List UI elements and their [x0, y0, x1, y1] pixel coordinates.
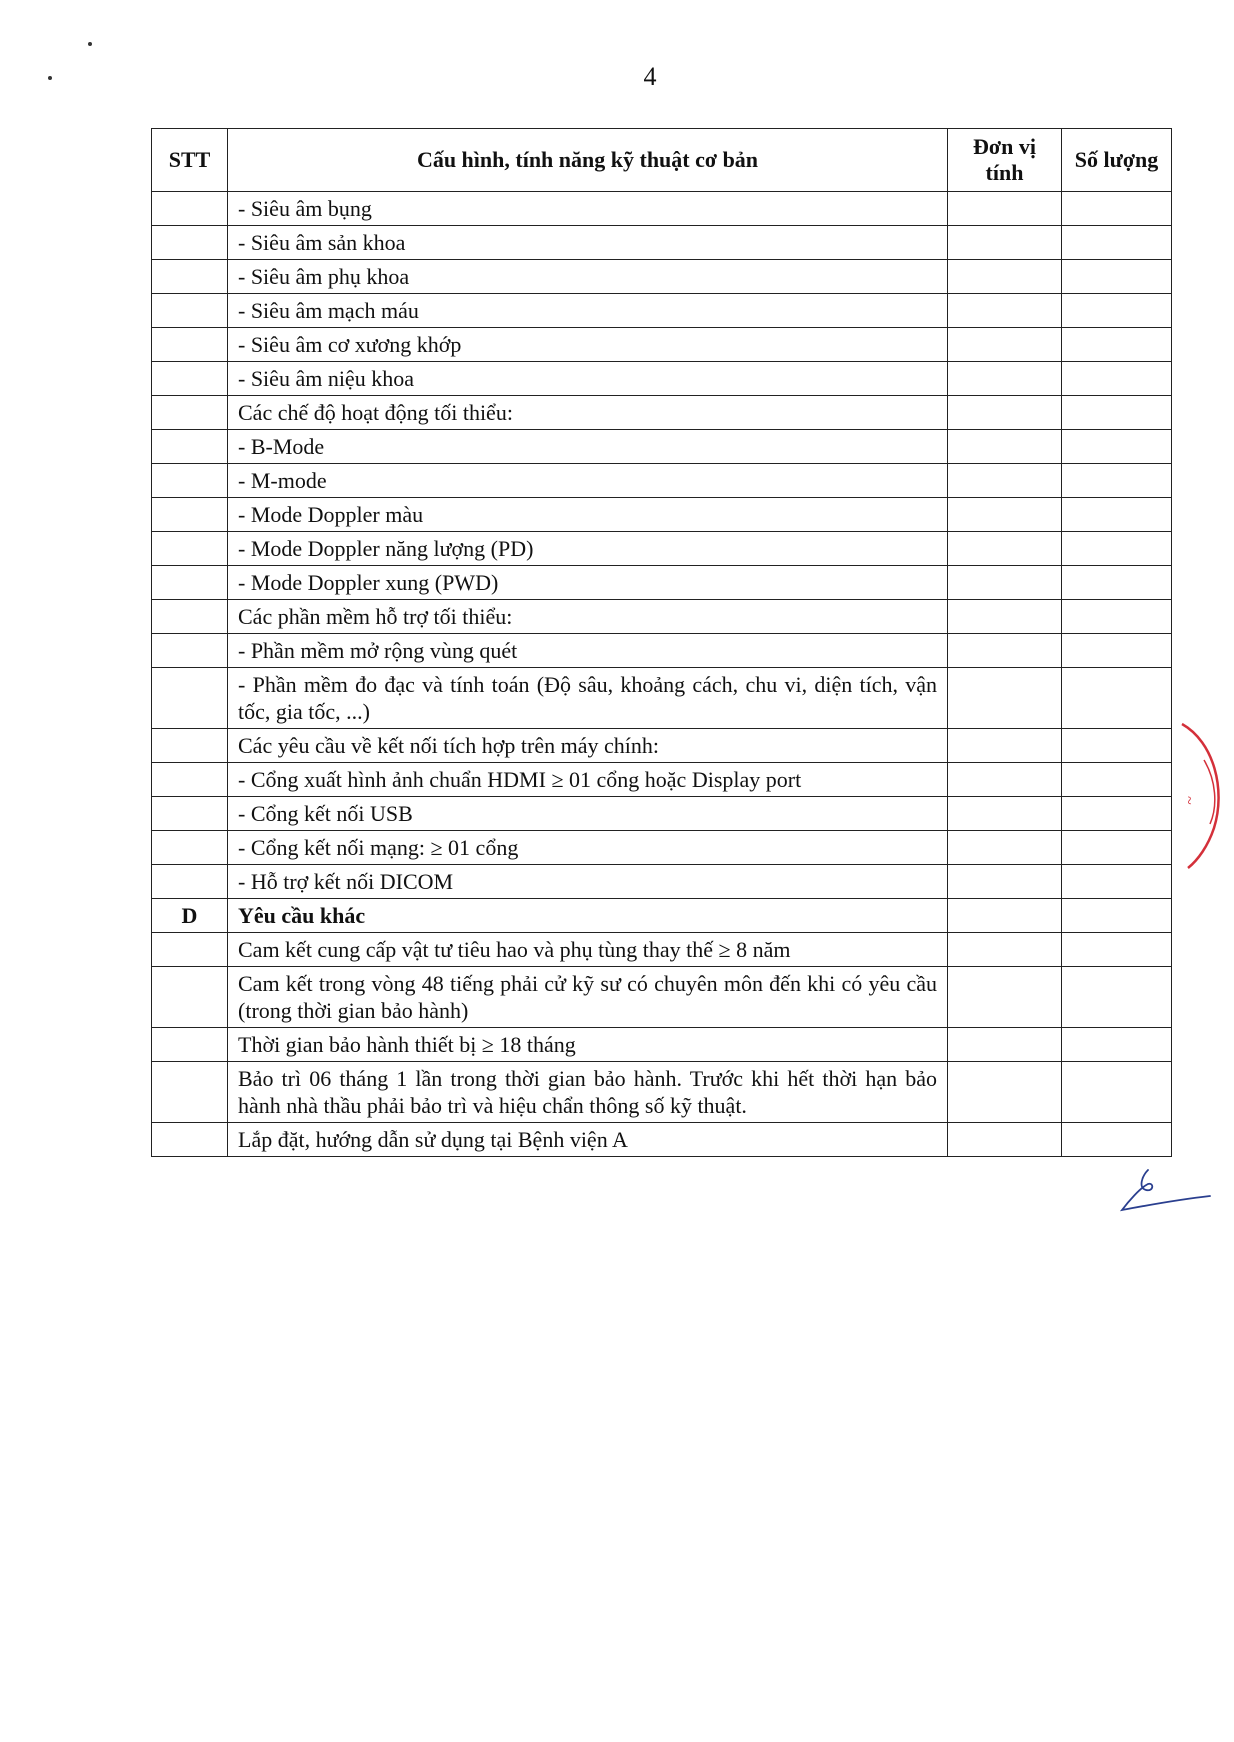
- table-row: [152, 634, 1172, 668]
- table-row: [152, 831, 1172, 865]
- table-row: [152, 328, 1172, 362]
- row-description: - Mode Doppler năng lượng (PD): [228, 532, 948, 566]
- row-description: Lắp đặt, hướng dẫn sử dụng tại Bệnh viện A: [228, 1123, 948, 1157]
- row-quantity: [1062, 933, 1172, 967]
- row-quantity: [1062, 532, 1172, 566]
- row-description: Cam kết cung cấp vật tư tiêu hao và phụ tùng thay thế ≥ 8 năm: [228, 933, 948, 967]
- row-quantity: [1062, 899, 1172, 933]
- row-stt: [152, 498, 228, 532]
- row-quantity: [1062, 396, 1172, 430]
- table-row: [152, 797, 1172, 831]
- row-unit: [948, 668, 1062, 729]
- row-unit: [948, 566, 1062, 600]
- row-description: Các chế độ hoạt động tối thiểu:: [228, 396, 948, 430]
- row-quantity: [1062, 464, 1172, 498]
- row-quantity: [1062, 763, 1172, 797]
- row-unit: [948, 865, 1062, 899]
- row-stt: [152, 600, 228, 634]
- table-row: [152, 192, 1172, 226]
- table-row: [152, 430, 1172, 464]
- row-unit: [948, 729, 1062, 763]
- row-stt: [152, 328, 228, 362]
- header-quantity: Số lượng: [1062, 129, 1172, 192]
- stamp-arc-inner: [1204, 760, 1215, 824]
- row-description: - Siêu âm niệu khoa: [228, 362, 948, 396]
- header-unit: Đơn vị tính: [948, 129, 1062, 192]
- row-quantity: [1062, 729, 1172, 763]
- row-stt: [152, 933, 228, 967]
- row-stt: [152, 797, 228, 831]
- row-unit: [948, 226, 1062, 260]
- row-description: - Mode Doppler màu: [228, 498, 948, 532]
- table-row: [152, 763, 1172, 797]
- table-row: [152, 600, 1172, 634]
- row-stt: [152, 260, 228, 294]
- row-quantity: [1062, 226, 1172, 260]
- row-quantity: [1062, 600, 1172, 634]
- row-quantity: [1062, 668, 1172, 729]
- row-description: Cam kết trong vòng 48 tiếng phải cử kỹ sư có chuyên môn đến khi có yêu cầu (trong thời gian bảo hành): [228, 967, 948, 1028]
- row-quantity: [1062, 1028, 1172, 1062]
- row-unit: [948, 600, 1062, 634]
- row-quantity: [1062, 430, 1172, 464]
- row-stt: [152, 967, 228, 1028]
- row-quantity: [1062, 831, 1172, 865]
- row-unit: [948, 1062, 1062, 1123]
- section-stt: D: [152, 899, 228, 933]
- table-row: [152, 1062, 1172, 1123]
- row-stt: [152, 865, 228, 899]
- table-row: [152, 226, 1172, 260]
- header-description: Cấu hình, tính năng kỹ thuật cơ bản: [228, 129, 948, 192]
- row-description: - Siêu âm mạch máu: [228, 294, 948, 328]
- row-unit: [948, 192, 1062, 226]
- stamp-glyph: ~: [1180, 796, 1197, 805]
- row-unit: [948, 967, 1062, 1028]
- row-unit: [948, 1123, 1062, 1157]
- page-number: 4: [643, 62, 657, 91]
- row-unit: [948, 763, 1062, 797]
- row-quantity: [1062, 294, 1172, 328]
- row-stt: [152, 729, 228, 763]
- row-description: - Mode Doppler xung (PWD): [228, 566, 948, 600]
- table-row: [152, 294, 1172, 328]
- row-stt: [152, 831, 228, 865]
- specification-table: [151, 128, 1172, 1157]
- row-description: - Siêu âm cơ xương khớp: [228, 328, 948, 362]
- table-row: [152, 464, 1172, 498]
- table-row: [152, 1028, 1172, 1062]
- table-row: [152, 668, 1172, 729]
- row-quantity: [1062, 260, 1172, 294]
- row-quantity: [1062, 634, 1172, 668]
- row-quantity: [1062, 865, 1172, 899]
- row-description: Thời gian bảo hành thiết bị ≥ 18 tháng: [228, 1028, 948, 1062]
- row-description: - Siêu âm phụ khoa: [228, 260, 948, 294]
- row-description: - Siêu âm bụng: [228, 192, 948, 226]
- section-title: Yêu cầu khác: [228, 899, 948, 933]
- row-description: - B-Mode: [228, 430, 948, 464]
- row-unit: [948, 532, 1062, 566]
- row-description: - Siêu âm sản khoa: [228, 226, 948, 260]
- table-row: [152, 532, 1172, 566]
- row-unit: [948, 498, 1062, 532]
- row-unit: [948, 294, 1062, 328]
- table-row: [152, 967, 1172, 1028]
- row-description: - Cổng xuất hình ảnh chuẩn HDMI ≥ 01 cổng hoặc Display port: [228, 763, 948, 797]
- row-description: Các yêu cầu về kết nối tích hợp trên máy chính:: [228, 729, 948, 763]
- row-quantity: [1062, 566, 1172, 600]
- row-unit: [948, 933, 1062, 967]
- table-row: [152, 498, 1172, 532]
- row-unit: [948, 430, 1062, 464]
- section-row: [152, 899, 1172, 933]
- table-row: [152, 362, 1172, 396]
- row-unit: [948, 328, 1062, 362]
- row-unit: [948, 362, 1062, 396]
- row-stt: [152, 532, 228, 566]
- row-quantity: [1062, 1123, 1172, 1157]
- row-quantity: [1062, 797, 1172, 831]
- signature-initial: [1118, 1166, 1214, 1216]
- row-stt: [152, 1062, 228, 1123]
- row-quantity: [1062, 967, 1172, 1028]
- row-stt: [152, 464, 228, 498]
- table-row: [152, 1123, 1172, 1157]
- table-row: [152, 933, 1172, 967]
- row-quantity: [1062, 362, 1172, 396]
- table-header-row: [152, 129, 1172, 192]
- row-quantity: [1062, 498, 1172, 532]
- row-unit: [948, 464, 1062, 498]
- row-unit: [948, 797, 1062, 831]
- row-stt: [152, 763, 228, 797]
- row-unit: [948, 831, 1062, 865]
- row-stt: [152, 668, 228, 729]
- row-quantity: [1062, 328, 1172, 362]
- table-row: [152, 260, 1172, 294]
- row-description: - M-mode: [228, 464, 948, 498]
- row-stt: [152, 1123, 228, 1157]
- header-stt: STT: [152, 129, 228, 192]
- row-stt: [152, 192, 228, 226]
- signature-stroke: [1122, 1170, 1210, 1210]
- red-stamp-mark: [1174, 720, 1234, 870]
- row-description: - Hỗ trợ kết nối DICOM: [228, 865, 948, 899]
- row-description: Bảo trì 06 tháng 1 lần trong thời gian bảo hành. Trước khi hết thời hạn bảo hành nhà thầu phải bảo trì và hiệu chẩn thông số kỹ thuật.: [228, 1062, 948, 1123]
- row-unit: [948, 899, 1062, 933]
- row-stt: [152, 1028, 228, 1062]
- row-stt: [152, 430, 228, 464]
- row-unit: [948, 260, 1062, 294]
- row-description: - Phần mềm mở rộng vùng quét: [228, 634, 948, 668]
- table-row: [152, 865, 1172, 899]
- row-description: - Cổng kết nối USB: [228, 797, 948, 831]
- row-description: - Phần mềm đo đạc và tính toán (Độ sâu, khoảng cách, chu vi, diện tích, vận tốc, gia tốc, ...): [228, 668, 948, 729]
- row-description: - Cổng kết nối mạng: ≥ 01 cổng: [228, 831, 948, 865]
- table-row: [152, 566, 1172, 600]
- row-quantity: [1062, 192, 1172, 226]
- table-row: [152, 396, 1172, 430]
- table-row: [152, 729, 1172, 763]
- row-description: Các phần mềm hỗ trợ tối thiểu:: [228, 600, 948, 634]
- row-stt: [152, 634, 228, 668]
- row-quantity: [1062, 1062, 1172, 1123]
- row-stt: [152, 566, 228, 600]
- row-unit: [948, 396, 1062, 430]
- row-unit: [948, 1028, 1062, 1062]
- scan-speck: [88, 42, 92, 46]
- row-unit: [948, 634, 1062, 668]
- row-stt: [152, 226, 228, 260]
- row-stt: [152, 294, 228, 328]
- row-stt: [152, 362, 228, 396]
- row-stt: [152, 396, 228, 430]
